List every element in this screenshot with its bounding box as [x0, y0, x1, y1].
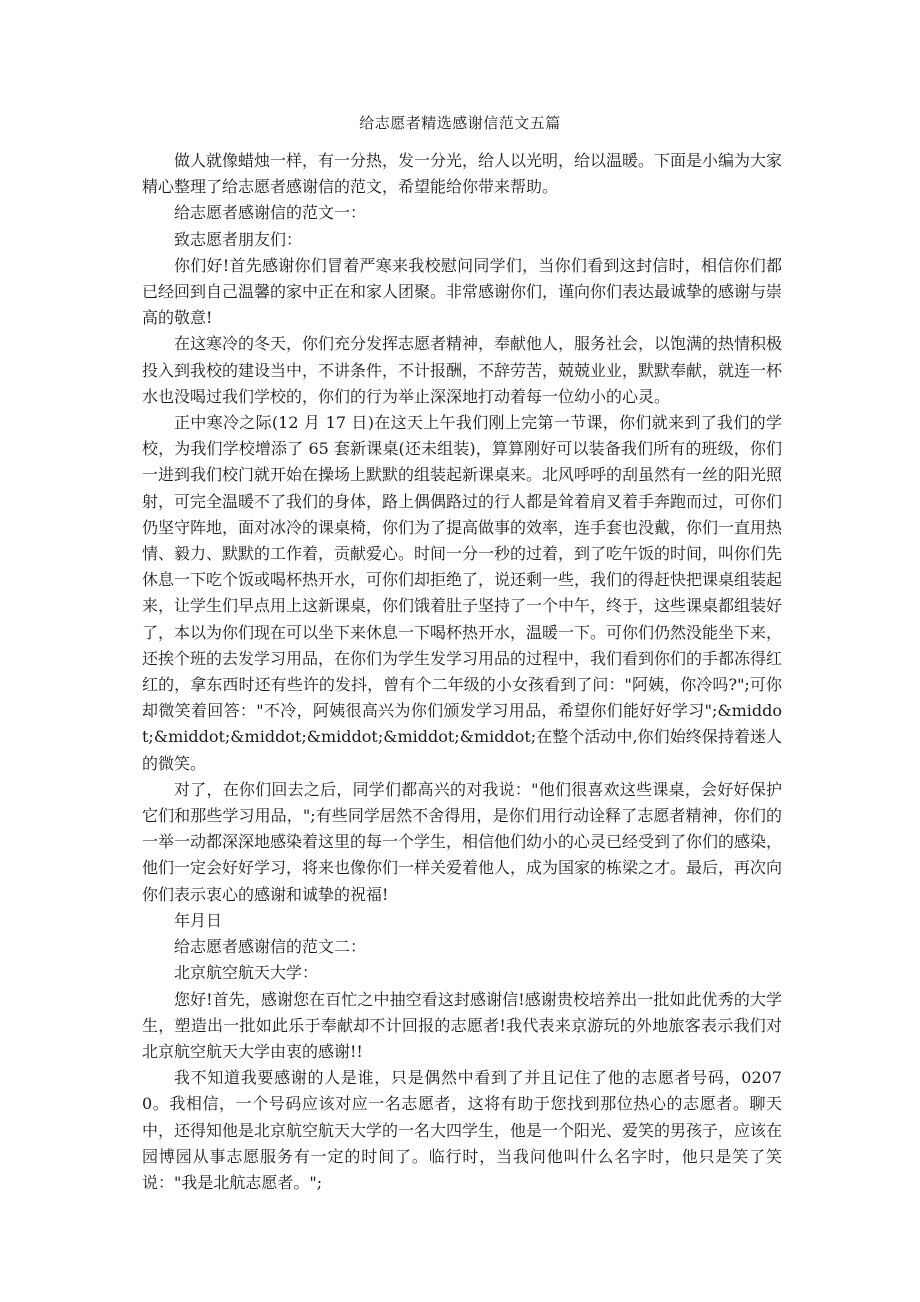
- body-paragraph: 正中寒冷之际(12 月 17 日)在这天上午我们刚上完第一节课，你们就来到了我们的学校，为我们学校增添了 65 套新课桌(还未组装)，算算刚好可以装备我们所有的班级，你们一进到我们校门就开始在操场上默默的组装起新课桌来。北风呼呼的刮虽然有一丝的阳光照射，可完全温暖不了我们的身体，路上偶偶路过的行人都是耸着肩叉着手奔跑而过，可你们仍坚守阵地，面对冰冷的课桌椅，你们为了提高做事的效率，连手套也没戴，你们一直用热情、毅力、默默的工作着，贡献爱心。时间一分一秒的过着，到了吃午饭的时间，叫你们先休息一下吃个饭或喝杯热开水，可你们却拒绝了，说还剩一些，我们的得赶快把课桌组装起来，让学生们早点用上这新课桌，你们饿着肚子坚持了一个中午，终于，这些课桌都组装好了，本以为你们现在可以坐下来休息一下喝杯热开水，温暖一下。可你们仍然没能坐下来，还挨个班的去发学习用品，在你们为学生发学习用品的过程中，我们看到你们的手都冻得红红的，拿东西时还有些许的发抖，曾有个二年级的小女孩看到了问："阿姨，你冷吗?";可你却微笑着回答："不冷，阿姨很高兴为你们颁发学习用品，希望你们能好好学习";&middot;&middot;&middot;&middot;&middot;&middot;在整个活动中,你们始终保持着迷人的微笑。: [142, 413, 783, 773]
- body-paragraph: 你们好!首先感谢你们冒着严寒来我校慰问同学们，当你们看到这封信时，相信你们都已经回到自己温馨的家中正在和家人团聚。非常感谢你们，谨向你们表达最诚挚的感谢与崇高的敬意!: [142, 255, 783, 328]
- salutation-1: 致志愿者朋友们：: [174, 229, 303, 249]
- section-heading-2: 给志愿者感谢信的范文二：: [174, 937, 367, 957]
- intro-paragraph: 做人就像蜡烛一样，有一分热，发一分光，给人以光明，给以温暖。下面是小编为大家精心整理了给志愿者感谢信的范文，希望能给你带来帮助。: [142, 151, 783, 197]
- salutation-2: 北京航空航天大学：: [174, 963, 319, 983]
- document-body: [142, 148, 782, 1196]
- body-paragraph: 我不知道我要感谢的人是谁，只是偶然中看到了并且记住了他的志愿者号码，02070。我相信，一个号码应该对应一名志愿者，这将有助于您找到那位热心的志愿者。聊天中，还得知他是北京航空航天大学的一名大四学生，他是一个阳光、爱笑的男孩子，应该在园博园从事志愿服务有一定的时间了。临行时，当我问他叫什么名字时，他只是笑了笑说："我是北航志愿者。";: [142, 1068, 783, 1192]
- body-paragraph: 您好!首先，感谢您在百忙之中抽空看这封感谢信!感谢贵校培养出一批如此优秀的大学生，塑造出一批如此乐于奉献却不计回报的志愿者!我代表来京游玩的外地旅客表示我们对北京航空航天大学由衷的感谢!!: [142, 989, 782, 1061]
- date-line: 年月日: [174, 910, 223, 930]
- body-paragraph: 在这寒冷的冬天，你们充分发挥志愿者精神，奉献他人，服务社会，以饱满的热情积极投入到我校的建设当中，不讲条件，不计报酬，不辞劳苦，兢兢业业，默默奉献，就连一杯水也没喝过我们学校的，你们的行为举止深深地打动着每一位幼小的心灵。: [142, 334, 783, 406]
- body-paragraph: 对了，在你们回去之后，同学们都高兴的对我说："他们很喜欢这些课桌，会好好保护它们和那些学习用品，";有些同学居然不舍得用，是你们用行动诠释了志愿者精神，你们的一举一动都深深地感染着这里的每一个学生，相信他们幼小的心灵已经受到了你们的感染，他们一定会好好学习，将来也像你们一样关爱着他人，成为国家的栋梁之才。最后，再次向你们表示衷心的感谢和诚挚的祝福!: [142, 779, 783, 904]
- section-heading-1: 给志愿者感谢信的范文一：: [174, 203, 367, 223]
- document-title: 给志愿者精选感谢信范文五篇: [359, 114, 561, 132]
